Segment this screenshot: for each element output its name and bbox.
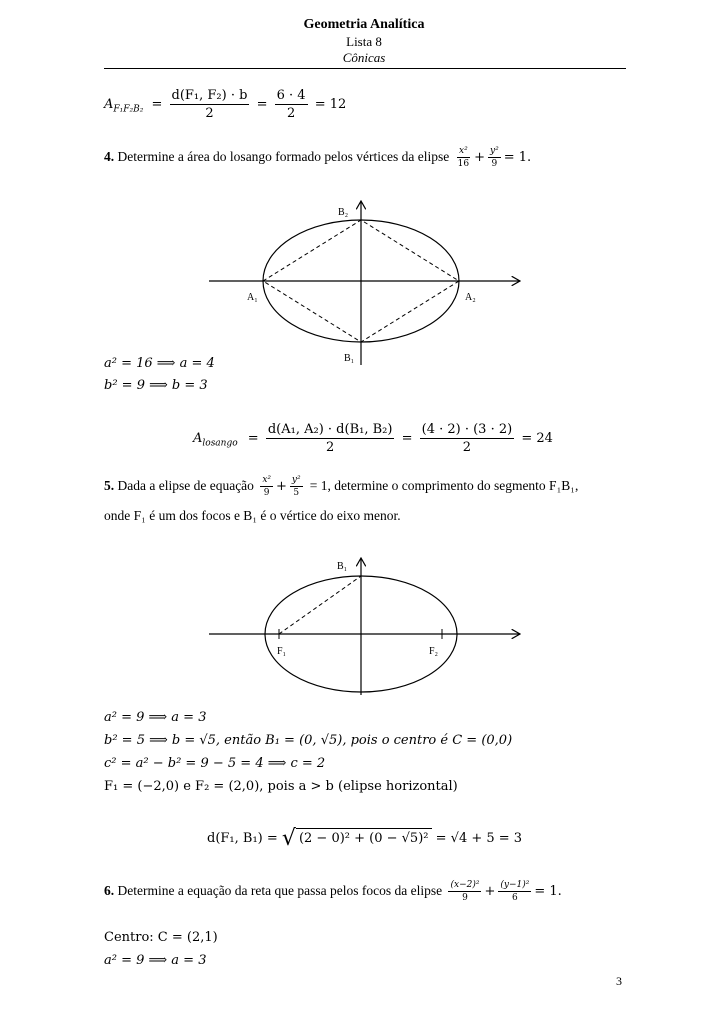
q4-eq-y-den: 9 xyxy=(491,159,498,169)
q5-text-b: = 1, determine o comprimento do segmento F₁B₁, xyxy=(309,478,579,493)
q6-eq-x-den: 9 xyxy=(462,893,468,903)
q5-text-a: Dada a elipse de equação xyxy=(117,478,254,493)
q4-label-b2: B₂ xyxy=(338,207,349,218)
prev-lhs-sub: F₁F₂B₂ xyxy=(113,104,144,115)
q5-line-1: a² = 9 ⟹ a = 3 xyxy=(104,710,207,725)
q4-area-fraction-1 xyxy=(266,422,395,455)
q5-dist-lhs: d(F₁, B₁) = xyxy=(207,831,278,846)
prev-fraction-1 xyxy=(170,88,250,121)
prev-frac2-num: 6 · 4 xyxy=(276,88,306,103)
q5-number: 5. xyxy=(104,478,115,493)
prev-result-value: = 12 xyxy=(314,97,347,112)
header-title: Geometria Analítica xyxy=(303,17,425,32)
q4-label-a2: A₂ xyxy=(465,292,476,303)
q5-sqrt-icon: √ xyxy=(281,826,296,851)
q4-area-result: = 24 xyxy=(521,431,553,446)
q4-area-equation: $A_{losango}$ = $\frac{\text{d(A₁, A₂) · d(B₁, B₂)}}{2}$ = $\frac{(4 \cdot 2) \cdot (3 \cdot 2)}{2}$ = 24 xyxy=(193,422,553,455)
prev-lhs: A xyxy=(104,97,114,112)
q6-equation: $\frac{\text{(x−2)²}}{9}$ + $\frac{\text{(y−1)²}}{6}$ = 1. xyxy=(450,880,562,903)
prev-frac1-num: d(F₁, F₂) · b xyxy=(171,88,248,103)
q6-eq-y-num: (y−1)² xyxy=(500,880,530,890)
q4-line-1: a² = 16 ⟹ a = 4 xyxy=(104,356,215,371)
q5-segment-f1b1 xyxy=(279,576,361,634)
header-subtitle: Lista 8 xyxy=(346,34,382,49)
q5-eq-y-num: y² xyxy=(291,475,301,485)
q5-text-c: onde F₁ é um dos focos e B₁ é o vértice do eixo menor. xyxy=(104,508,401,523)
q4-area-frac1-den: 2 xyxy=(326,440,335,455)
q6-eq-x-num: (x−2)² xyxy=(450,880,480,890)
q4-eq-y-num: y² xyxy=(489,146,499,156)
q4-eq-x-den: 16 xyxy=(457,159,470,169)
q4-area-fraction-2 xyxy=(420,422,515,455)
q4-area-lhs: A xyxy=(193,431,203,446)
q6-eq-y-den: 6 xyxy=(512,893,518,903)
q4-eq-x-num: x² xyxy=(459,146,468,156)
q4-eq-y-frac xyxy=(488,146,501,169)
q4-equation: $\frac{\text{x²}}{16}$ + $\frac{\text{y²}}{9}$ = 1. xyxy=(457,146,532,169)
q5-distance-equation xyxy=(207,826,522,851)
q5-equation: $\frac{\text{x²}}{9}$ + $\frac{\text{y²}}{5}$ xyxy=(262,475,301,498)
q4-eq-x-frac xyxy=(456,146,471,169)
q5-eq-x-frac xyxy=(260,475,273,498)
q5-statement-line-1 xyxy=(104,475,578,498)
q5-line-3: c² = a² − b² = 9 − 5 = 4 ⟹ c = 2 xyxy=(104,756,326,771)
q5-label-b1: B₁ xyxy=(337,561,348,572)
q5-line-4: F₁ = (−2,0) e F₂ = (2,0), pois a > b (elipse horizontal) xyxy=(104,779,458,794)
header-topic: Cônicas xyxy=(342,50,386,65)
q6-number: 6. xyxy=(104,883,115,898)
page-number: 3 xyxy=(616,974,622,988)
q4-statement xyxy=(104,146,531,169)
q4-area-frac2-den: 2 xyxy=(462,440,472,455)
q5-dist-rhs: = √4 + 5 = 3 xyxy=(435,831,523,846)
q4-area-lhs-sub: losango xyxy=(202,438,238,449)
q4-label-a1: A₁ xyxy=(247,292,258,303)
q6-eq-x-frac xyxy=(448,880,481,903)
q5-eq-y-frac xyxy=(290,475,303,498)
q5-ellipse-figure xyxy=(195,550,535,700)
q4-area-frac2-num: (4 · 2) · (3 · 2) xyxy=(421,422,513,437)
q4-text: Determine a área do losango formado pelos vértices da elipse xyxy=(117,149,450,164)
q6-statement xyxy=(104,880,562,903)
q6-line-2: a² = 9 ⟹ a = 3 xyxy=(104,953,207,968)
q6-line-1: Centro: C = (2,1) xyxy=(104,930,218,945)
q6-text: Determine a equação da reta que passa pelos focos da elipse xyxy=(117,883,443,898)
q5-dist-radicand: (2 − 0)² + (0 − √5)² xyxy=(296,828,432,846)
q4-label-b1: B₁ xyxy=(344,353,355,364)
prev-result-equation: $A_{F_1F_2B_2}$ = $\frac{\text{d(F₁, F₂) · b}}{2}$ = $\frac{6 \cdot 4}{2}$ = 12 xyxy=(104,88,347,121)
q5-eq-x-num: x² xyxy=(262,475,271,485)
prev-frac1-den: 2 xyxy=(205,106,214,121)
q5-eq-x-den: 9 xyxy=(263,488,270,498)
q5-label-f1: F₁ xyxy=(277,646,287,657)
q4-area-frac1-num: d(A₁, A₂) · d(B₁, B₂) xyxy=(267,422,393,437)
prev-frac2-den: 2 xyxy=(286,106,296,121)
q4-eq-rhs: = 1. xyxy=(503,150,532,165)
q6-eq-y-frac xyxy=(498,880,531,903)
q4-line-2: b² = 9 ⟹ b = 3 xyxy=(104,378,208,393)
q5-label-f2: F₂ xyxy=(429,646,439,657)
q6-eq-rhs: = 1. xyxy=(534,884,562,899)
prev-fraction-2 xyxy=(275,88,308,121)
header-rule xyxy=(104,68,626,69)
q4-ellipse-figure xyxy=(195,195,535,370)
q4-number: 4. xyxy=(104,149,115,164)
q5-line-2: b² = 5 ⟹ b = √5, então B₁ = (0, √5), pois o centro é C = (0,0) xyxy=(104,733,513,748)
q5-eq-y-den: 5 xyxy=(293,488,300,498)
